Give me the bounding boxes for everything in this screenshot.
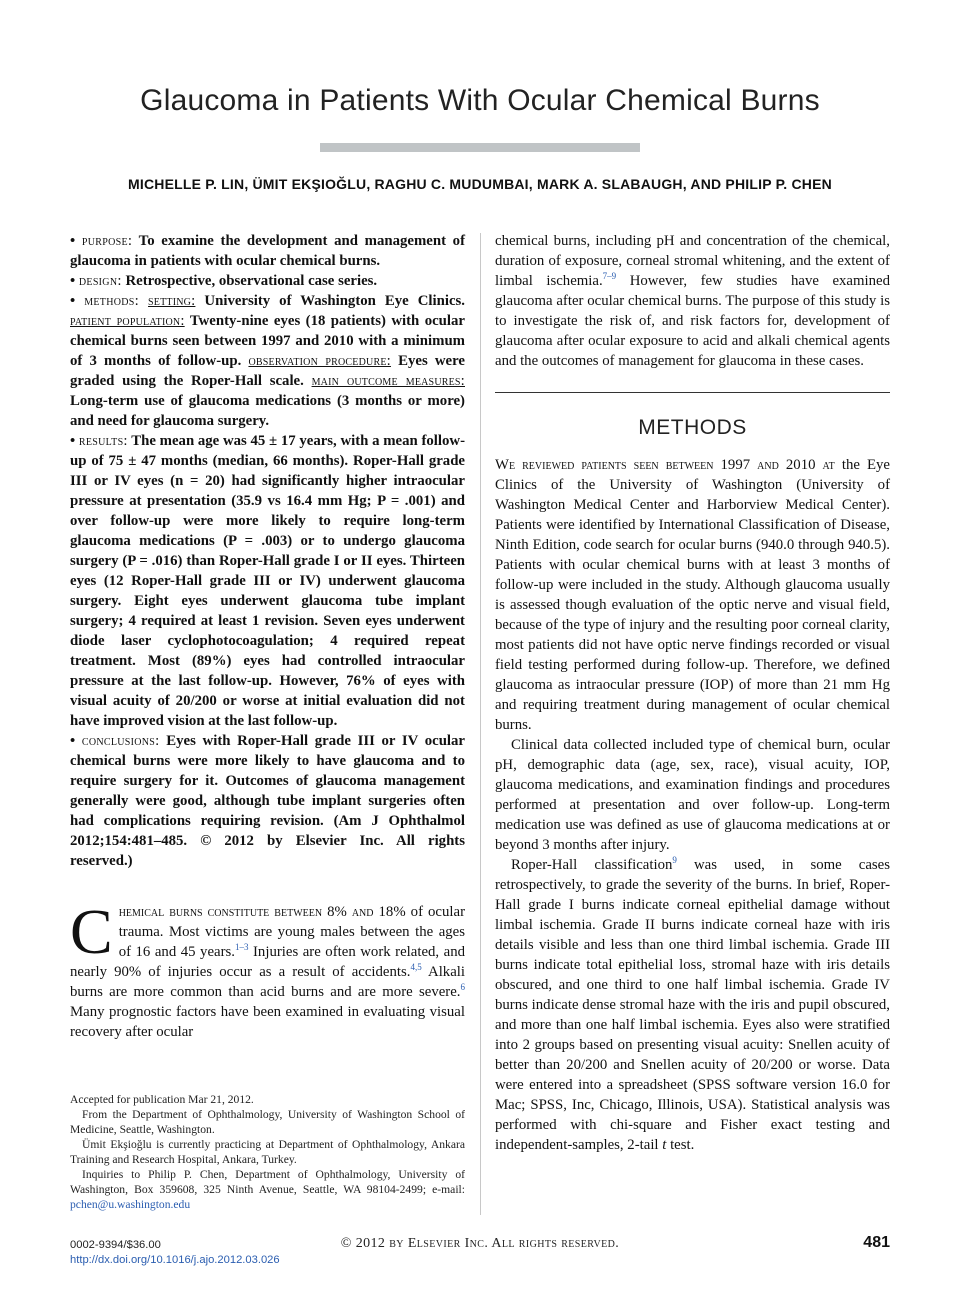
bullet-icon: • bbox=[70, 433, 76, 449]
methods-para1-text: the Eye Clinics of the University of Washington (University of Washington Medical Center and Harborview Medical Center). Patients were identified by International Classification of Disease, Ninth Edition, code search for ocular burns (940.0 through 940.5). Patients with ocular chemical burns with at least 3 months of follow-up were included in the study. Although glaucoma usually is assessed though evaluation of the optic nerve and visual field, because of the type of injury and the resulting poor corneal clarity, most patients did not have optic nerve findings recorded or visual field testing performed during follow-up. Therefore, we defined glaucoma as intraocular pressure (IOP) of more than 21 mm Hg and requiring treatment during management of ocular chemical burns. bbox=[495, 457, 890, 733]
patient-population-label: patient population: bbox=[70, 313, 185, 329]
intro-text-2: Injuries are often work related, and nearly 90% of injuries occur as a result of accidents. bbox=[70, 944, 466, 980]
reference-link[interactable]: 1–3 bbox=[234, 942, 249, 953]
abstract-purpose bbox=[70, 231, 465, 271]
intro-text-3: Alkali burns are more common than acid burns and are more severe. bbox=[70, 964, 465, 1000]
footnote-inquiries bbox=[70, 1167, 465, 1212]
results-text: The mean age was 45 ± 17 years, with a mean follow-up of 75 ± 47 months (median, 66 months). Roper-Hall grade III or IV eyes (n = 20) had significantly higher intraocular pressure at presentation (35.9 vs 16.4 mm Hg; P = .001) and over follow-up were more likely to require long-term glaucoma medications (P = .003) or to undergo glaucoma surgery (P = .016) than Roper-Hall grade I or II eyes. Thirteen eyes (12 Roper-Hall grade III or IV) underwent glaucoma surgery. Eight eyes underwent glaucoma tube implant surgery; 4 required at least 1 revision. Seven eyes underwent diode laser cyclophotocoagulation; 4 required repeat treatment. Most (89%) eyes had controlled intraocular pressure at the last follow-up. However, 76% of eyes with visual acuity of 20/200 or worse at initial evaluation did not have improved vision at the last follow-up. bbox=[70, 433, 465, 729]
outcome-text: Long-term use of glaucoma medications (3 months or more) and need for glaucoma surgery. bbox=[70, 393, 465, 429]
abstract bbox=[70, 231, 465, 871]
bullet-icon: • bbox=[70, 293, 76, 309]
email-link[interactable]: pchen@u.washington.edu bbox=[70, 1198, 191, 1211]
methods-lead: We reviewed patients seen between 1997 and 2010 at bbox=[495, 457, 835, 473]
outcome-label: main outcome measures: bbox=[311, 373, 465, 389]
left-column bbox=[70, 231, 465, 1042]
reference-link[interactable]: 7–9 bbox=[602, 271, 617, 282]
design-text: Retrospective, observational case series. bbox=[121, 273, 378, 289]
issn: 0002-9394/$36.00 bbox=[70, 1239, 161, 1251]
footnote-affiliation: From the Department of Ophthalmology, University of Washington School of Medicine, Seattle, Washington. bbox=[70, 1108, 465, 1136]
author-list: MICHELLE P. LIN, ÜMIT EKŞIOĞLU, RAGHU C. MUDUMBAI, MARK A. SLABAUGH, AND PHILIP P. CHEN bbox=[128, 176, 832, 192]
footnotes bbox=[70, 1092, 465, 1212]
reference-link[interactable]: 6 bbox=[460, 982, 465, 993]
t-test-italic: t bbox=[662, 1137, 667, 1153]
methods-para3-b: was used, in some cases retrospectively, to grade the severity of the burns. In brief, Roper-Hall grade I burns indicate corneal epithelial damage without limbal ischemia. Grade II burns indicate corneal haze with iris details visible and less than one third limbal ischemia. Grade III burns indicate total epithelial loss, stromal haze with iris details obscured, and one third to one half limbal ischemia. Grade IV burns indicate dense stromal haze with the iris and pupil obscured, and more than one half limbal ischemia. Eyes also were stratified into 2 groups based on presenting visual acuity: Snellen acuity of better than 20/200 and Snellen acuity of 20/200 or worse. Data were entered into a spreadsheet (SPSS software version 16.0 for Mac; SPSS, Inc, Chicago, Illinois, USA). Statistical analysis was performed with chi-square and Fisher exact testing and independent-samples, 2-tail bbox=[495, 857, 890, 1153]
conclusions-text: Eyes with Roper-Hall grade III or IV ocular chemical burns were more likely to have glaucoma and to require surgery for it. Outcomes of glaucoma management generally were good, although tube implant surgeries often had complications requiring revision. (Am J Ophthalmol 2012;154:481–485. © 2012 by Elsevier Inc. All rights reserved.) bbox=[70, 733, 465, 869]
intro-continued bbox=[495, 231, 890, 371]
introduction bbox=[70, 896, 466, 1042]
footnote-accepted: Accepted for publication Mar 21, 2012. bbox=[70, 1093, 254, 1106]
section-rule bbox=[495, 392, 890, 393]
page-number: 481 bbox=[863, 1234, 890, 1251]
conclusions-label: conclusions: bbox=[81, 733, 160, 749]
setting-text: University of Washington Eye Clinics. bbox=[195, 293, 465, 309]
reference-link[interactable]: 4,5 bbox=[410, 962, 422, 973]
doi-link[interactable]: http://dx.doi.org/10.1016/j.ajo.2012.03.026 bbox=[70, 1254, 280, 1266]
observation-label: observation procedure: bbox=[248, 353, 391, 369]
methods-para3-a: Roper-Hall classification bbox=[511, 857, 673, 873]
abstract-design bbox=[70, 271, 465, 291]
patient-population-text: Twenty-nine eyes (18 patients) with ocular chemical burns seen between 1997 and 2010 with a minimum of 3 months of follow-up. bbox=[70, 313, 465, 369]
drop-cap: C bbox=[70, 896, 113, 967]
intro-continued-text-2: However, few studies have examined glaucoma after ocular chemical burns. The purpose of this study is to investigate the risk of, and risk factors for, development of glaucoma after ocular exposure to acid and alkali chemical agents and the outcomes of management for glaucoma in these cases. bbox=[495, 273, 890, 369]
footnote-current: Ümit Ekşioğlu is currently practicing at Department of Ophthalmology, Ankara Training and Research Hospital, Ankara, Turkey. bbox=[70, 1138, 465, 1166]
abstract-results bbox=[70, 431, 465, 731]
reference-link[interactable]: 9 bbox=[672, 855, 677, 866]
methods-para3-c: test. bbox=[666, 1137, 695, 1153]
methods-paragraph-1 bbox=[495, 455, 890, 735]
bullet-icon: • bbox=[70, 733, 76, 749]
intro-text-4: Many prognostic factors have been examined in evaluating visual recovery after ocular bbox=[70, 1004, 465, 1040]
bullet-icon: • bbox=[70, 273, 76, 289]
intro-continued-text: chemical burns, including pH and concentration of the chemical, duration of exposure, corneal stromal whitening, and the extent of limbal ischemia. bbox=[495, 233, 890, 289]
methods-heading: METHODS bbox=[638, 416, 747, 439]
methods-label: methods: bbox=[84, 293, 140, 309]
column-divider bbox=[480, 233, 481, 1215]
abstract-conclusions bbox=[70, 731, 465, 871]
results-label: results: bbox=[78, 433, 128, 449]
title-rule bbox=[320, 143, 640, 152]
observation-text: Eyes were graded using the Roper-Hall scale. bbox=[70, 353, 465, 389]
intro-text-1: of ocular trauma. Most victims are young males between the ages of 16 and 45 years. bbox=[118, 904, 465, 960]
purpose-text: To examine the development and management of glaucoma in patients with ocular chemical burns. bbox=[70, 233, 465, 269]
intro-lead: hemical burns constitute between 8% and 18% bbox=[118, 904, 406, 920]
purpose-label: purpose: bbox=[81, 233, 133, 249]
footer-copyright: © 2012 by Elsevier Inc. All rights reserved. bbox=[340, 1236, 620, 1251]
inquiries-text: Inquiries to Philip P. Chen, Department of Ophthalmology, University of Washington, Box 359608, 325 Ninth Avenue, Seattle, WA 98104-2499; e-mail: bbox=[70, 1168, 465, 1196]
right-column bbox=[495, 231, 890, 1155]
methods-paragraph-3 bbox=[495, 855, 890, 1155]
abstract-methods bbox=[70, 291, 465, 431]
methods-paragraph-2: Clinical data collected included type of chemical burn, ocular pH, demographic data (age, sex, race), visual acuity, IOP, glaucoma medications, and examination findings and procedures performed at presentation and over follow-up. Long-term medication use was defined as use of glaucoma medications at or beyond 3 months after injury. bbox=[495, 737, 890, 853]
bullet-icon: • bbox=[70, 233, 76, 249]
setting-label: setting: bbox=[148, 293, 196, 309]
design-label: design: bbox=[78, 273, 122, 289]
article-title: Glaucoma in Patients With Ocular Chemical Burns bbox=[140, 84, 820, 117]
